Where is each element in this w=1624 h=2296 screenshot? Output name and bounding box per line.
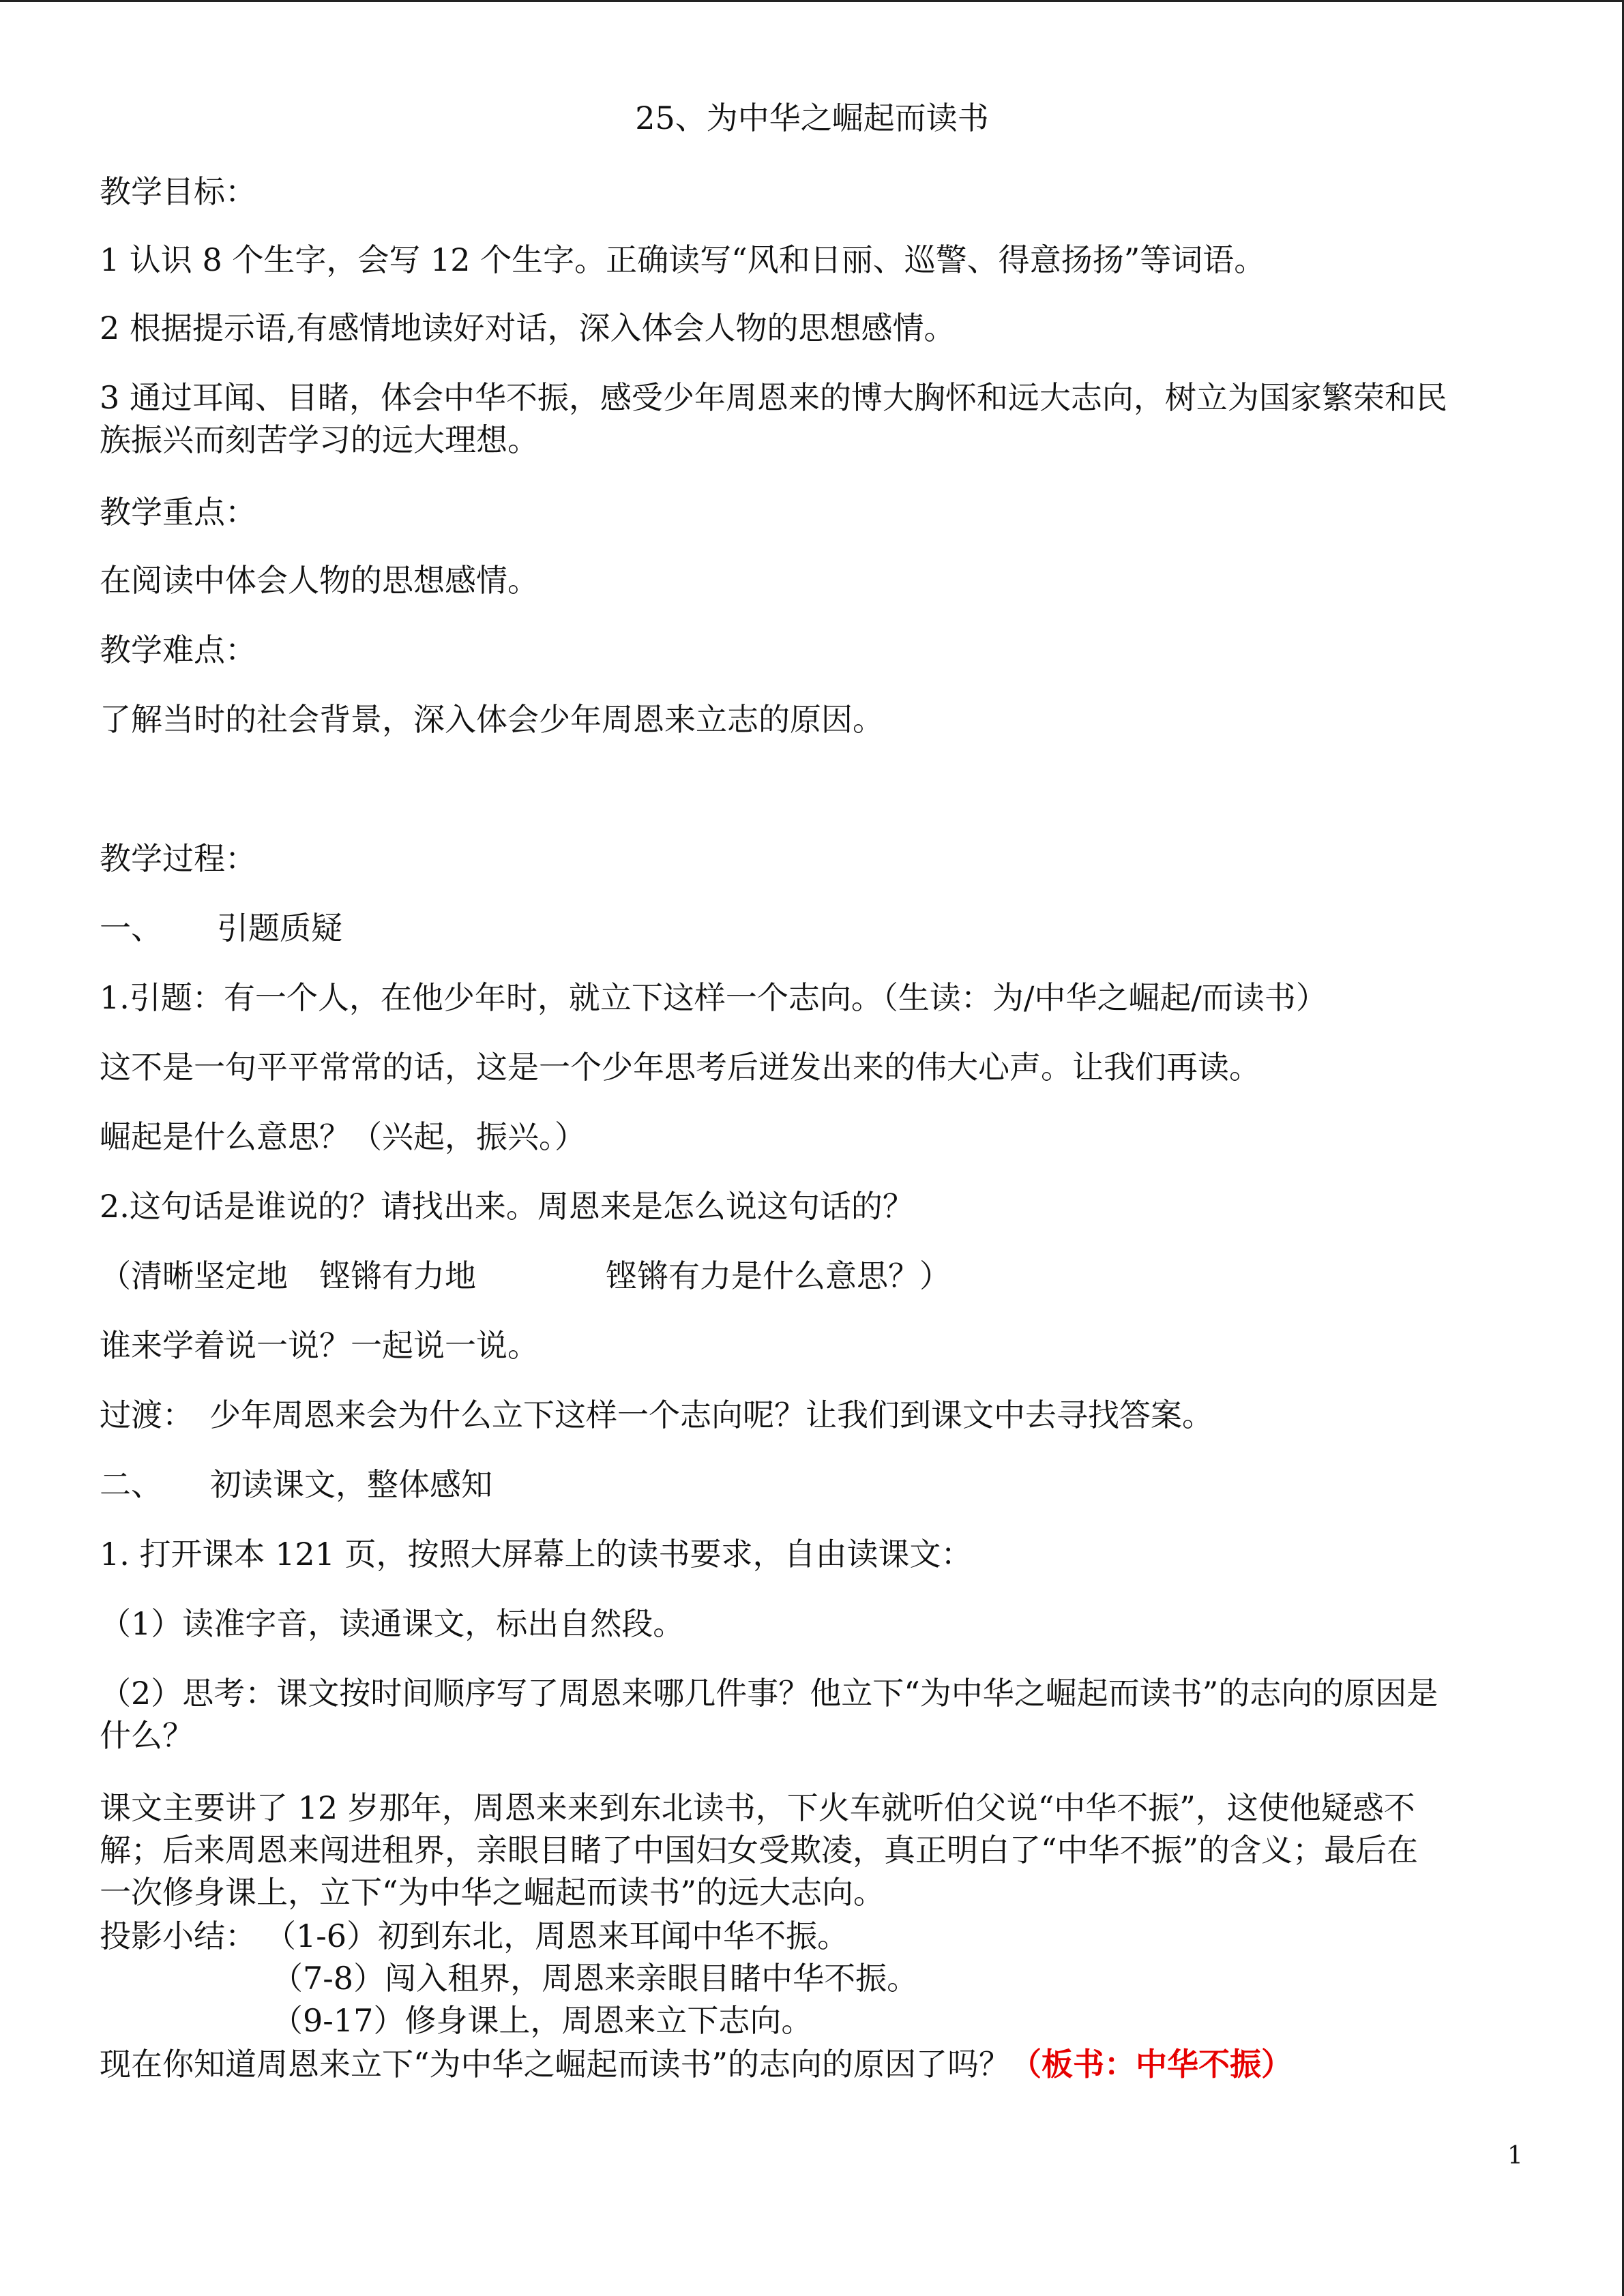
difficulty-heading: 教学难点： [100,631,256,668]
objective-3-line-2: 族振兴而刻苦学习的远大理想。 [100,421,539,458]
paragraph-9: （1）读准字音，读通课文，标出自然段。 [100,1605,685,1642]
objectives-heading: 教学目标： [100,173,256,210]
section-2-title: 初读课文，整体感知 [210,1466,492,1503]
closing-question: 现在你知道周恩来立下“为中华之崛起而读书”的志向的原因了吗？ [100,2046,1011,2083]
paragraph-5 [100,1255,951,1297]
paragraph-11-line-2: 解；后来周恩来闯进租界，亲眼目睹了中国妇女受欺凌，真正明白了“中华不振”的含义；最后在 [100,1832,1419,1868]
paragraph-11-line-3: 一次修身课上，立下“为中华之崛起而读书”的远大志向。 [100,1874,885,1911]
paragraph-7 [100,1394,1213,1436]
paragraph-6: 谁来学着说一说？一起说一说。 [100,1327,539,1364]
section-2-heading [100,1463,492,1506]
paragraph-8: 1. 打开课本 121 页，按照大屏幕上的读书要求，自由读课文： [100,1536,973,1572]
objective-3-line-1: 3 通过耳闻、目睹，体会中华不振，感受少年周恩来的博大胸怀和远大志向，树立为国家繁荣和民 [100,379,1447,416]
paragraph-10-line-2: 什么？ [100,1717,194,1754]
summary-item-3: （9-17）修身课上，周恩来立下志向。 [271,2002,813,2039]
paragraph-2: 这不是一句平平常常的话，这是一个少年思考后迸发出来的伟大心声。让我们再读。 [100,1049,1260,1086]
process-heading: 教学过程： [100,840,256,877]
section-1-heading [100,907,342,949]
transition-label: 过渡： [100,1397,194,1433]
objective-1: 1 认识 8 个生字，会写 12 个生字。正确读写“风和日丽、巡警、得意扬扬”等词语。 [100,241,1266,278]
transition-text: 少年周恩来会为什么立下这样一个志向呢？让我们到课文中去寻找答案。 [209,1397,1213,1433]
paragraph-4: 2.这句话是谁说的？请找出来。周恩来是怎么说这句话的？ [100,1188,914,1225]
paragraph-3: 崛起是什么意思？（兴起，振兴。） [100,1118,586,1155]
section-1-title: 引题质疑 [217,910,342,946]
summary-item-2: （7-8）闯入租界，周恩来亲眼目睹中华不振。 [271,1960,919,1997]
key-point-text: 在阅读中体会人物的思想感情。 [100,562,539,599]
difficulty-text: 了解当时的社会背景，深入体会少年周恩来立志的原因。 [100,701,884,738]
summary-label: 投影小结： [100,1918,256,1954]
blackboard-note: （板书：中华不振） [1010,2046,1293,2083]
objective-2: 2 根据提示语,有感情地读好对话，深入体会人物的思想感情。 [100,310,956,346]
document-title: 25、为中华之崛起而读书 [635,100,989,136]
page-number: 1 [1507,2142,1523,2170]
question: 铿锵有力是什么意思？） [606,1257,951,1294]
key-point-heading: 教学重点： [100,494,256,531]
paragraph-15 [100,2043,1293,2085]
paragraph-1: 1.引题：有一个人，在他少年时，就立下这样一个志向。（生读：为/中华之崛起/而读书） [100,979,1327,1016]
answer-2: 铿锵有力地 [319,1257,476,1294]
section-2-number: 二、 [100,1466,162,1503]
answer-1: （清晰坚定地 [100,1257,288,1294]
paragraph-11-line-1: 课文主要讲了 12 岁那年，周恩来来到东北读书，下火车就听伯父说“中华不振”，这使他疑惑不 [100,1789,1415,1826]
section-1-number: 一、 [100,910,162,946]
paragraph-10-line-1: （2）思考：课文按时间顺序写了周恩来哪几件事？他立下“为中华之崛起而读书”的志向的原因是 [100,1675,1438,1712]
summary-line-1 [100,1915,848,1957]
summary-item-1: （1-6）初到东北，周恩来耳闻中华不振。 [265,1918,849,1954]
